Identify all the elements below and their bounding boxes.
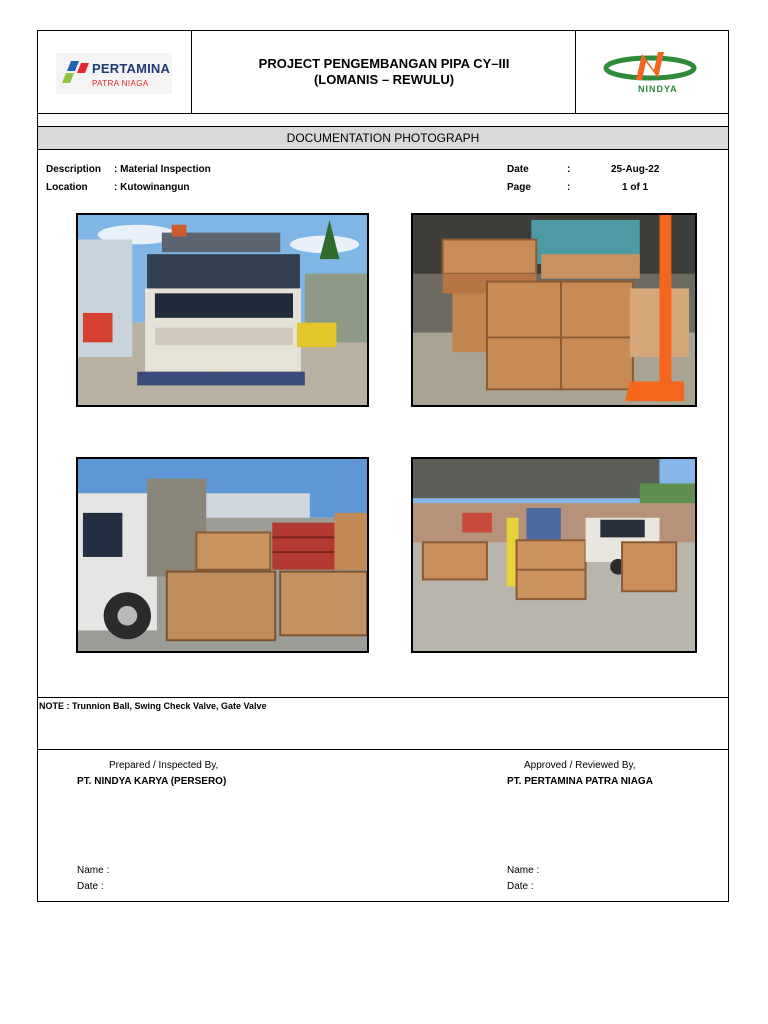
note-top-rule xyxy=(37,697,729,698)
page-value: 1 of 1 xyxy=(622,182,649,193)
approved-date-label: Date : xyxy=(507,881,534,892)
date-label: Date xyxy=(507,164,529,175)
project-title xyxy=(192,56,576,88)
description-value: : Material Inspection xyxy=(114,164,211,175)
pertamina-logo xyxy=(56,53,172,94)
project-title-line1: PROJECT PENGEMBANGAN PIPA CY–III xyxy=(258,56,510,71)
location-label: Location xyxy=(46,182,88,193)
photo-truck-side xyxy=(76,457,369,653)
location-value: : Kutowinangun xyxy=(114,182,190,193)
page-label: Page xyxy=(507,182,531,193)
date-value: 25-Aug-22 xyxy=(611,164,660,175)
prepared-role: Prepared / Inspected By, xyxy=(109,760,219,771)
header-bottom-rule xyxy=(37,113,729,114)
approved-role: Approved / Reviewed By, xyxy=(524,760,636,771)
prepared-company: PT. NINDYA KARYA (PERSERO) xyxy=(77,776,227,787)
approved-name-label: Name : xyxy=(507,865,540,876)
date-separator: : xyxy=(567,164,571,175)
note-text: NOTE : Trunnion Ball, Swing Check Valve, Gate Valve xyxy=(39,701,267,711)
pertamina-logo-subtext: PATRA NIAGA xyxy=(92,79,149,88)
pertamina-logo-text: PERTAMINA xyxy=(92,61,171,76)
photo-truck-front xyxy=(76,213,369,407)
project-title-line2: (LOMANIS – REWULU) xyxy=(313,72,455,87)
page-separator: : xyxy=(567,182,571,193)
nindya-logo-text: NINDYA xyxy=(638,84,678,94)
description-label: Description xyxy=(46,164,102,175)
photo-crates-warehouse xyxy=(411,213,697,407)
photo-forklift-yard xyxy=(411,457,697,653)
pertamina-arrow-icon xyxy=(61,59,91,87)
nindya-swoosh-icon xyxy=(602,48,698,84)
signature-top-rule xyxy=(37,749,729,750)
section-title-bar: DOCUMENTATION PHOTOGRAPH xyxy=(38,126,728,150)
nindya-logo xyxy=(600,48,700,98)
prepared-name-label: Name : xyxy=(77,865,110,876)
approved-company: PT. PERTAMINA PATRA NIAGA xyxy=(507,776,653,787)
prepared-date-label: Date : xyxy=(77,881,104,892)
